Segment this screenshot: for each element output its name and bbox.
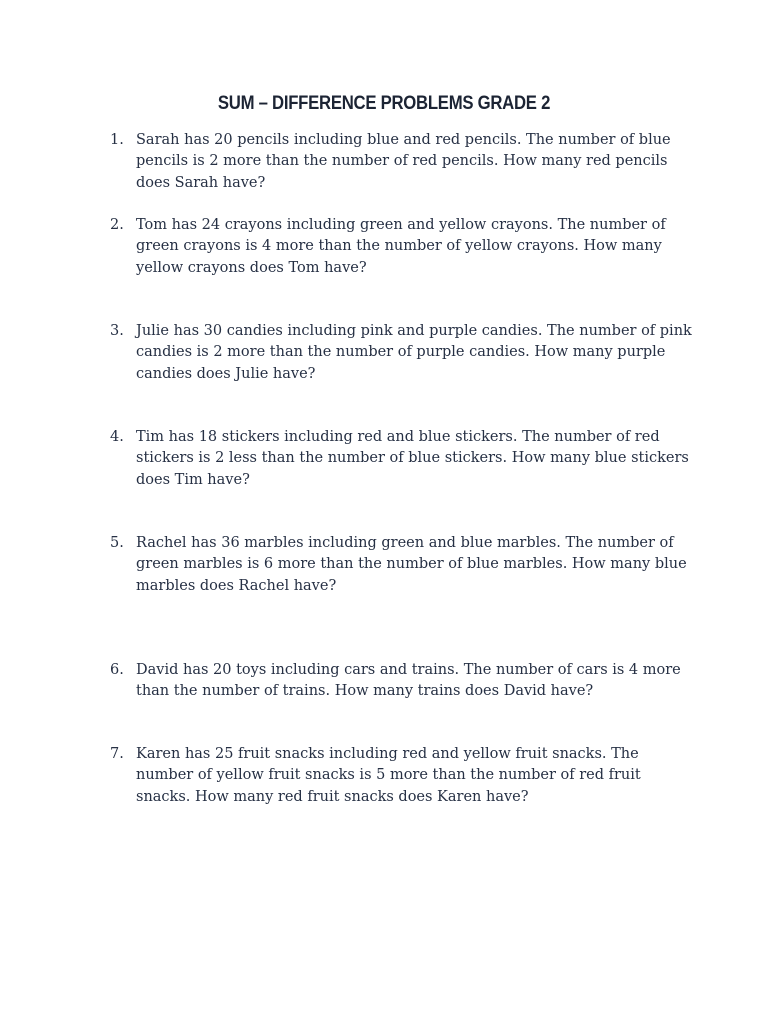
problem-line: number of yellow fruit snacks is 5 more than the number of red fruit	[136, 767, 641, 784]
problem-line: green crayons is 4 more than the number of yellow crayons. How many	[136, 238, 662, 255]
problem-number: 7.	[110, 746, 124, 762]
problem-line: marbles does Rachel have?	[136, 577, 337, 594]
problem-line: pencils is 2 more than the number of red pencils. How many red pencils	[136, 153, 668, 170]
problem-text	[136, 533, 687, 597]
problem-number: 3.	[110, 323, 124, 339]
problem-line: Julie has 30 candies including pink and purple candies. The number of pink	[136, 323, 692, 339]
page-title: SUM – DIFFERENCE PROBLEMS GRADE 2	[217, 93, 551, 114]
problem-line: stickers is 2 less than the number of blue stickers. How many blue stickers	[136, 450, 689, 467]
problem-line: candies is 2 more than the number of purple candies. How many purple	[136, 344, 666, 361]
problem-line: yellow crayons does Tom have?	[136, 259, 367, 276]
problem-number: 5.	[110, 535, 124, 551]
problem-text	[136, 321, 692, 385]
problem-line: green marbles is 6 more than the number of blue marbles. How many blue	[136, 556, 687, 573]
problem-line: does Sarah have?	[136, 174, 266, 191]
problem-line: Tim has 18 stickers including red and blue stickers. The number of red	[136, 429, 660, 445]
problem-line: Karen has 25 fruit snacks including red and yellow fruit snacks. The	[136, 746, 639, 762]
problem-number: 6.	[110, 662, 124, 678]
problem-number: 4.	[110, 429, 124, 445]
problem-text	[136, 744, 676, 808]
problem-line: David has 20 toys including cars and trains. The number of cars is 4 more	[136, 662, 681, 678]
problem-text	[136, 215, 676, 279]
problem-line: Rachel has 36 marbles including green and blue marbles. The number of	[136, 535, 674, 551]
problem-line: Sarah has 20 pencils including blue and red pencils. The number of blue	[136, 132, 671, 148]
problem-text	[136, 427, 689, 491]
problem-number: 2.	[110, 217, 124, 233]
problem-line: Tom has 24 crayons including green and yellow crayons. The number of	[136, 217, 666, 233]
problem-line: than the number of trains. How many trains does David have?	[136, 683, 594, 700]
problem-line: candies does Julie have?	[136, 365, 316, 382]
problem-text	[136, 130, 676, 194]
problem-line: snacks. How many red fruit snacks does Karen have?	[136, 788, 529, 805]
problem-text	[136, 660, 681, 703]
problem-line: does Tim have?	[136, 471, 250, 488]
problem-number: 1.	[110, 132, 124, 148]
